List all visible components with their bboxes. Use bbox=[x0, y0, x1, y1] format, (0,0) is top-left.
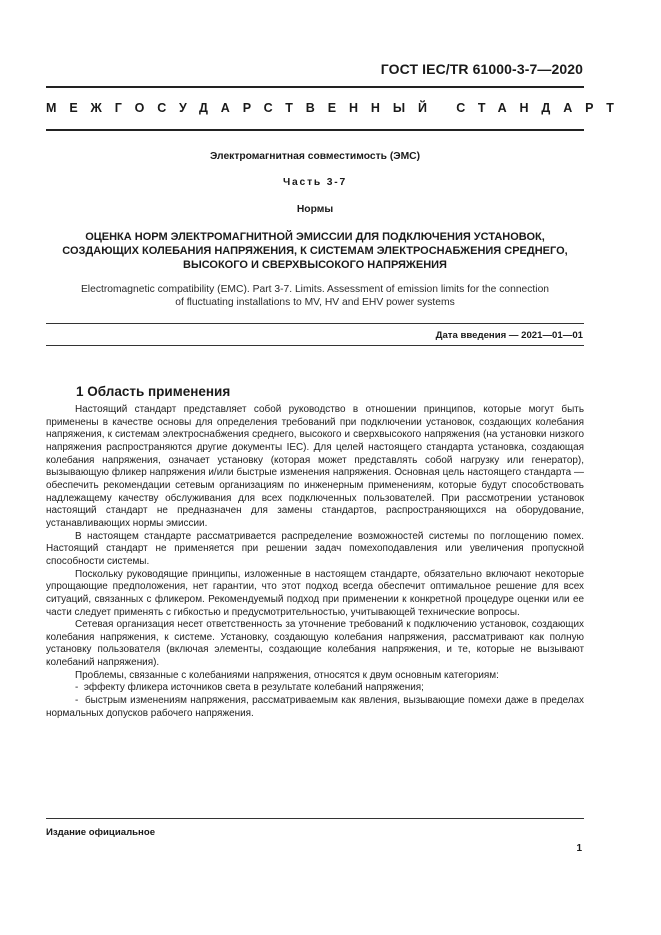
english-title-line: Electromagnetic compatibility (EMC). Part 3-7. Limits. Assessment of emission limits for the connection bbox=[80, 284, 550, 295]
paragraph: Проблемы, связанные с колебаниями напряжения, относятся к двум основным категориям: bbox=[75, 669, 499, 681]
intro-date-rule-top bbox=[46, 323, 584, 324]
footer-rule bbox=[46, 818, 584, 819]
list-item-text: быстрым изменениям напряжения, рассматриваемым как явления, вызывающие помехи даже в пределах нормальных допусков рабочего напряжения. bbox=[46, 695, 584, 719]
interstate-standard-label: МЕЖГОСУДАРСТВЕННЫЙ СТАНДАРТ bbox=[46, 101, 627, 115]
section-heading: 1 Область применения bbox=[76, 384, 231, 399]
paragraph: В настоящем стандарте рассматривается распределение возможностей системы по поглощению помех. Настоящий стандарт не применяется при решении задач помехоподавления или увеличения пропускной способности системы. bbox=[46, 530, 584, 567]
standard-section: Нормы bbox=[296, 204, 334, 215]
paragraph: Настоящий стандарт представляет собой руководство в отношении принципов, которые могут быть применены в качестве основы для определения требований при подключении установок, создающих колебания напряжения, к системам электроснабжения среднего, высокого и сверхвысокого напряжения (на установки низкого напряжения распространяются другие документы IEC). Для целей настоящего стандарта установка, создающая колебания напряжения, означает установку (которая может представлять собой нагрузку или генератор), вызывающую фликер напряжения и/или быстрые изменения напряжения. Основная цель настоящего стандарта — обеспечить рекомендации сетевым организациям по инженерным применениям, которые будут способствовать надлежащему качеству обслуживания для всех подключенных пользователей. При рассмотрении установок настоящий стандарт не предназначен для замены стандартов, распространяющихся на оборудование, устанавливающих нормы эмиссии. bbox=[46, 404, 584, 529]
list-item bbox=[46, 682, 584, 695]
official-edition-label: Издание официальное bbox=[46, 827, 156, 838]
list-item bbox=[46, 695, 584, 720]
paragraph: Сетевая организация несет ответственность за уточнение требований к подключению установок, создающих колебания напряжения, к системе. Установку, создающую колебания напряжения, рассматривают как полную установку пользователя (включая элементы, создающие колебания напряжения, и те, которые не вызывают колебаний напряжения). bbox=[46, 619, 584, 669]
header-rule-bottom bbox=[46, 129, 584, 131]
main-title-line: СОЗДАЮЩИХ КОЛЕБАНИЯ НАПРЯЖЕНИЯ, К СИСТЕМАМ ЭЛЕКТРОСНАБЖЕНИЯ СРЕДНЕГО, bbox=[62, 245, 568, 257]
english-title-line: of fluctuating installations to MV, HV and EHV power systems bbox=[175, 297, 455, 308]
main-title-line: ОЦЕНКА НОРМ ЭЛЕКТРОМАГНИТНОЙ ЭМИССИИ ДЛЯ ПОДКЛЮЧЕНИЯ УСТАНОВОК, bbox=[85, 231, 545, 243]
list-item-text: эффекту фликера источников света в результате колебаний напряжения; bbox=[83, 682, 424, 694]
paragraph: Поскольку руководящие принципы, изложенные в настоящем стандарте, обязательно включают некоторые упрощающие предположения, нет гарантии, что этот подход всегда обеспечит оптимальное решение для всех ситуаций, связанных с фликером. Рекомендуемый подход при применении к конкретной процедуре оценки или ее части следует применять с гибкостью и предусмотрительностью, учитывающей технические вопросы. bbox=[46, 568, 584, 618]
main-title bbox=[46, 230, 584, 272]
intro-date-rule-bottom bbox=[46, 345, 584, 346]
document-code: ГОСТ IEC/TR 61000-3-7—2020 bbox=[380, 61, 583, 77]
bullet-marker: - bbox=[75, 695, 79, 707]
main-title-line: ВЫСОКОГО И СВЕРХВЫСОКОГО НАПРЯЖЕНИЯ bbox=[183, 259, 447, 271]
standard-part: Часть 3-7 bbox=[282, 177, 347, 188]
header-rule-top bbox=[46, 86, 584, 88]
standard-subject: Электромагнитная совместимость (ЭМС) bbox=[209, 151, 421, 162]
introduction-date: Дата введения — 2021—01—01 bbox=[435, 330, 583, 341]
bullet-marker: - bbox=[75, 682, 79, 694]
english-title bbox=[46, 283, 584, 309]
page-number: 1 bbox=[576, 843, 582, 854]
section-body bbox=[46, 404, 584, 720]
